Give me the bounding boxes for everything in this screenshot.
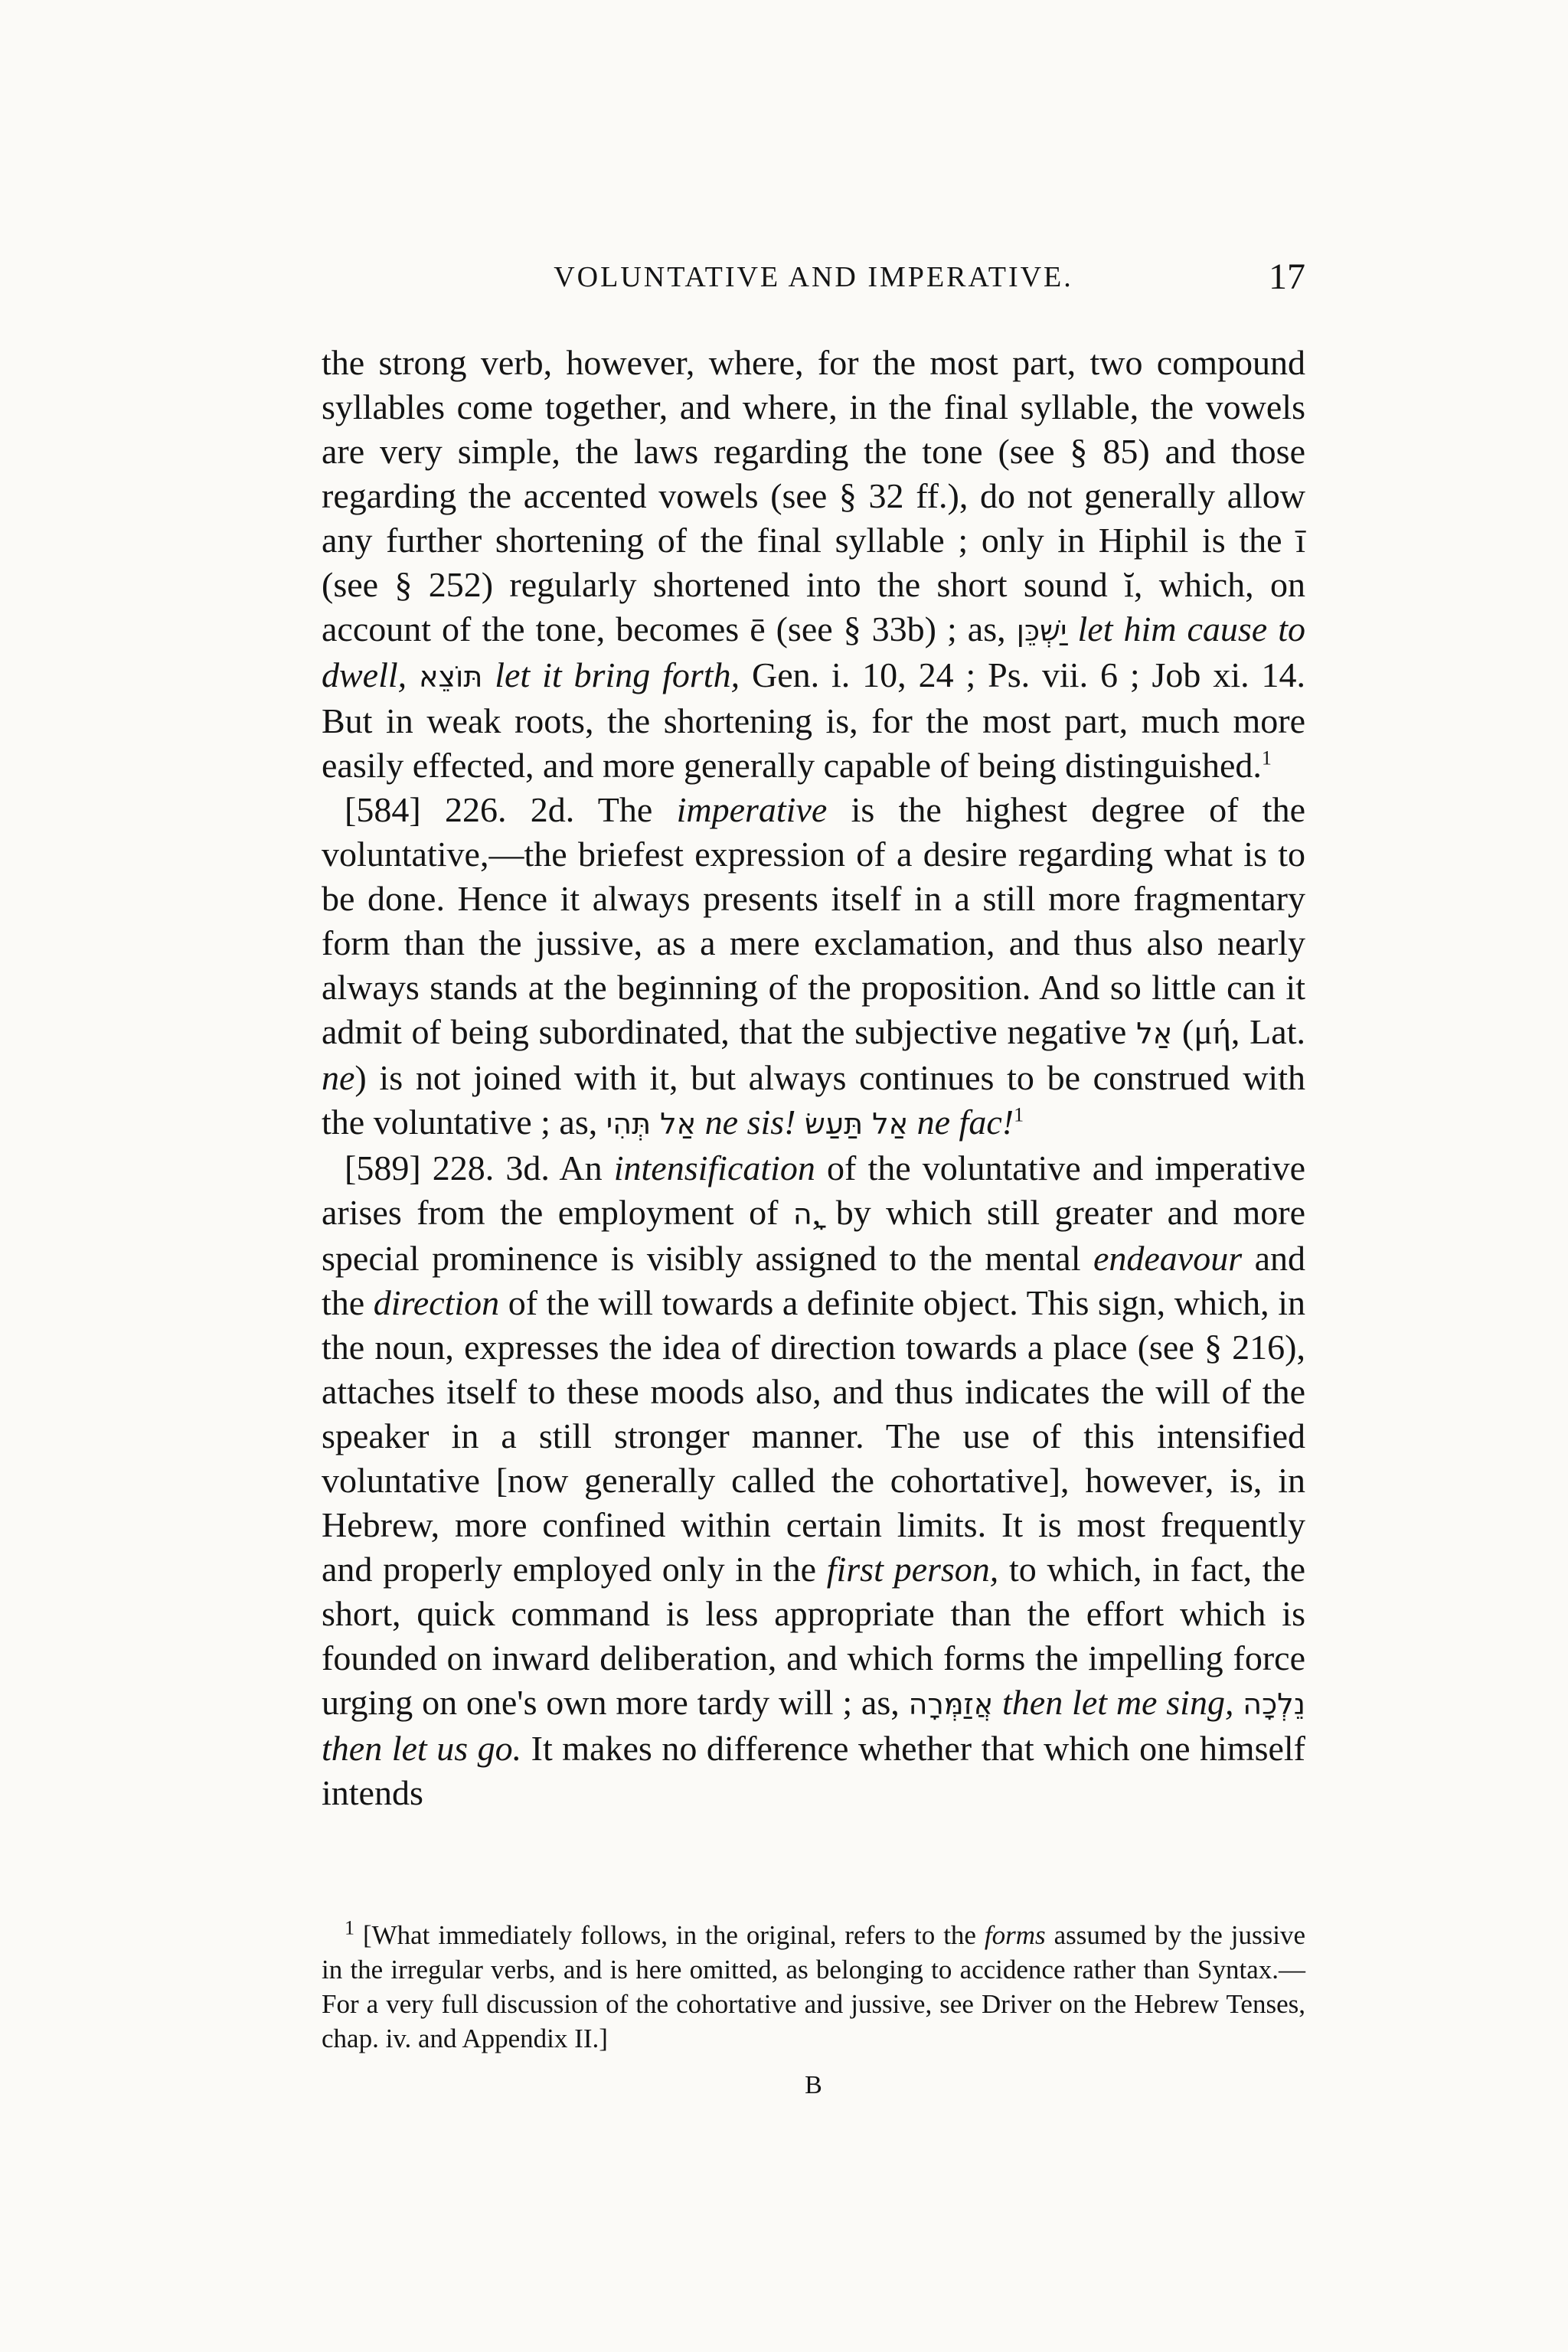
page-number: 17 xyxy=(1269,256,1305,297)
text-run: [What immediately follows, in the original, refers to the xyxy=(354,1920,985,1950)
hebrew-suffix: ָה xyxy=(792,1197,812,1231)
italic-gloss: ne sis! xyxy=(704,1102,796,1142)
italic-term: intensification xyxy=(613,1148,815,1187)
text-run: [589] 228. 3d. An xyxy=(345,1148,614,1187)
italic-gloss: let it bring forth, xyxy=(495,655,740,694)
running-head xyxy=(322,256,1305,306)
text-run: [584] 226. 2d. The xyxy=(345,790,677,829)
text-run: ) is not joined with it, but always continues to be construed with the voluntative ; as, xyxy=(322,1058,1305,1142)
italic-gloss: then let us go. xyxy=(322,1729,522,1768)
italic-term: forms xyxy=(984,1920,1046,1950)
hebrew-word: אַל xyxy=(1136,1017,1173,1050)
footnote-marker: 1 xyxy=(1261,746,1272,769)
text-run: of the voluntative and imperative arises from the employment of xyxy=(322,1148,1305,1232)
italic-term: endeavour xyxy=(1093,1239,1243,1278)
hebrew-word: תּוֹצֵא xyxy=(419,660,483,694)
text-run xyxy=(993,1683,1002,1722)
paragraph-228 xyxy=(322,1146,1305,1815)
paragraph-226 xyxy=(322,788,1305,1146)
italic-term: direction xyxy=(373,1283,500,1322)
text-run: (μή, Lat. xyxy=(1172,1012,1305,1051)
text-run: It makes no difference whether that which one himself intends xyxy=(322,1729,1305,1812)
text-run: is the highest degree of the voluntative,—the briefest expression of a desire regarding what is to be done. Hence it always presents itself in a still more fragmentary form than the jussive, as a mere exclamation, and thus also nearly always stands at the beginning of the proposition. And so little can it admit of being subordinated, that the subjective negative xyxy=(322,790,1306,1051)
italic-term: first person, xyxy=(826,1550,999,1589)
text-run: assumed by the jussive in the irregular verbs, and is here omitted, as belonging to accidence rather than Syntax.—For a very full discussion of the cohortative and jussive, see Driver on the Hebrew Tenses, chap. iv. and Appendix II.] xyxy=(322,1920,1305,2053)
text-run: , by which still greater and more special prominence is visibly assigned to the mental xyxy=(322,1193,1306,1278)
text-run: Gen. i. 10, 24 ; Ps. vii. 6 ; Job xi. 14. But in weak roots, the shortening is, for the most part, much more easily effected, and more generally capable of being distinguished. xyxy=(322,655,1305,785)
text-run xyxy=(908,1102,917,1142)
text-run xyxy=(795,1102,805,1142)
footnote-marker: 1 xyxy=(1014,1103,1024,1126)
hebrew-word: אַל תַּעַשׂ xyxy=(804,1107,909,1141)
footnote-1 xyxy=(322,1918,1305,2056)
text-run: of the will towards a definite object. This sign, which, in the noun, expresses the idea of direction towards a place (see § 216), attaches itself to these moods also, and thus indicates the will of the speaker in a still stronger manner. The use of this intensified voluntative [now generally called the cohortative], however, is, in Hebrew, more confined within certain limits. It is most frequently and properly employed only in the xyxy=(322,1283,1305,1589)
text-run xyxy=(1067,609,1077,648)
hebrew-word: אַל תְּהִי xyxy=(606,1107,697,1141)
text-run: the strong verb, however, where, for the most part, two compound syllables come together, and where, in the final syllable, the vowels are very simple, the laws regarding the tone (see § 85) and those regarding the accented vowels (see § 32 ff.), do not generally allow any further shortening of the final syllable ; only in Hiphil is the ī (see § 252) regularly shortened into the short sound ĭ, which, on account of the tone, becomes ē (see § 33b) ; as, xyxy=(322,343,1305,648)
text-run xyxy=(482,655,495,694)
hebrew-word: יַשְׁכֵּן xyxy=(1016,614,1067,648)
italic-gloss: let him cause to dwell, xyxy=(322,609,1306,694)
italic-term: imperative xyxy=(676,790,828,829)
signature-mark: B xyxy=(805,2071,822,2099)
italic-term: ne xyxy=(322,1058,355,1097)
text-run xyxy=(696,1102,705,1142)
running-title: VOLUNTATIVE AND IMPERATIVE. xyxy=(554,261,1073,293)
paragraph-1 xyxy=(322,341,1305,788)
footnote-marker: 1 xyxy=(345,1916,354,1939)
hebrew-word: נֵלְכָה xyxy=(1243,1687,1305,1721)
italic-gloss: then let me sing, xyxy=(1002,1683,1234,1722)
footnotes xyxy=(322,1918,1305,2056)
text-run: and the xyxy=(322,1239,1305,1322)
hebrew-word: אֲזַמְּרָה xyxy=(908,1687,994,1721)
italic-gloss: ne fac! xyxy=(916,1102,1014,1142)
text-run: to which, in fact, the short, quick command is less appropriate than the effort which is founded on inward deliberation, and which forms the impelling force urging on one's own more tardy will ; as, xyxy=(322,1550,1306,1722)
text-run xyxy=(1233,1683,1243,1722)
text-run xyxy=(407,655,419,694)
body-text xyxy=(322,341,1305,1815)
